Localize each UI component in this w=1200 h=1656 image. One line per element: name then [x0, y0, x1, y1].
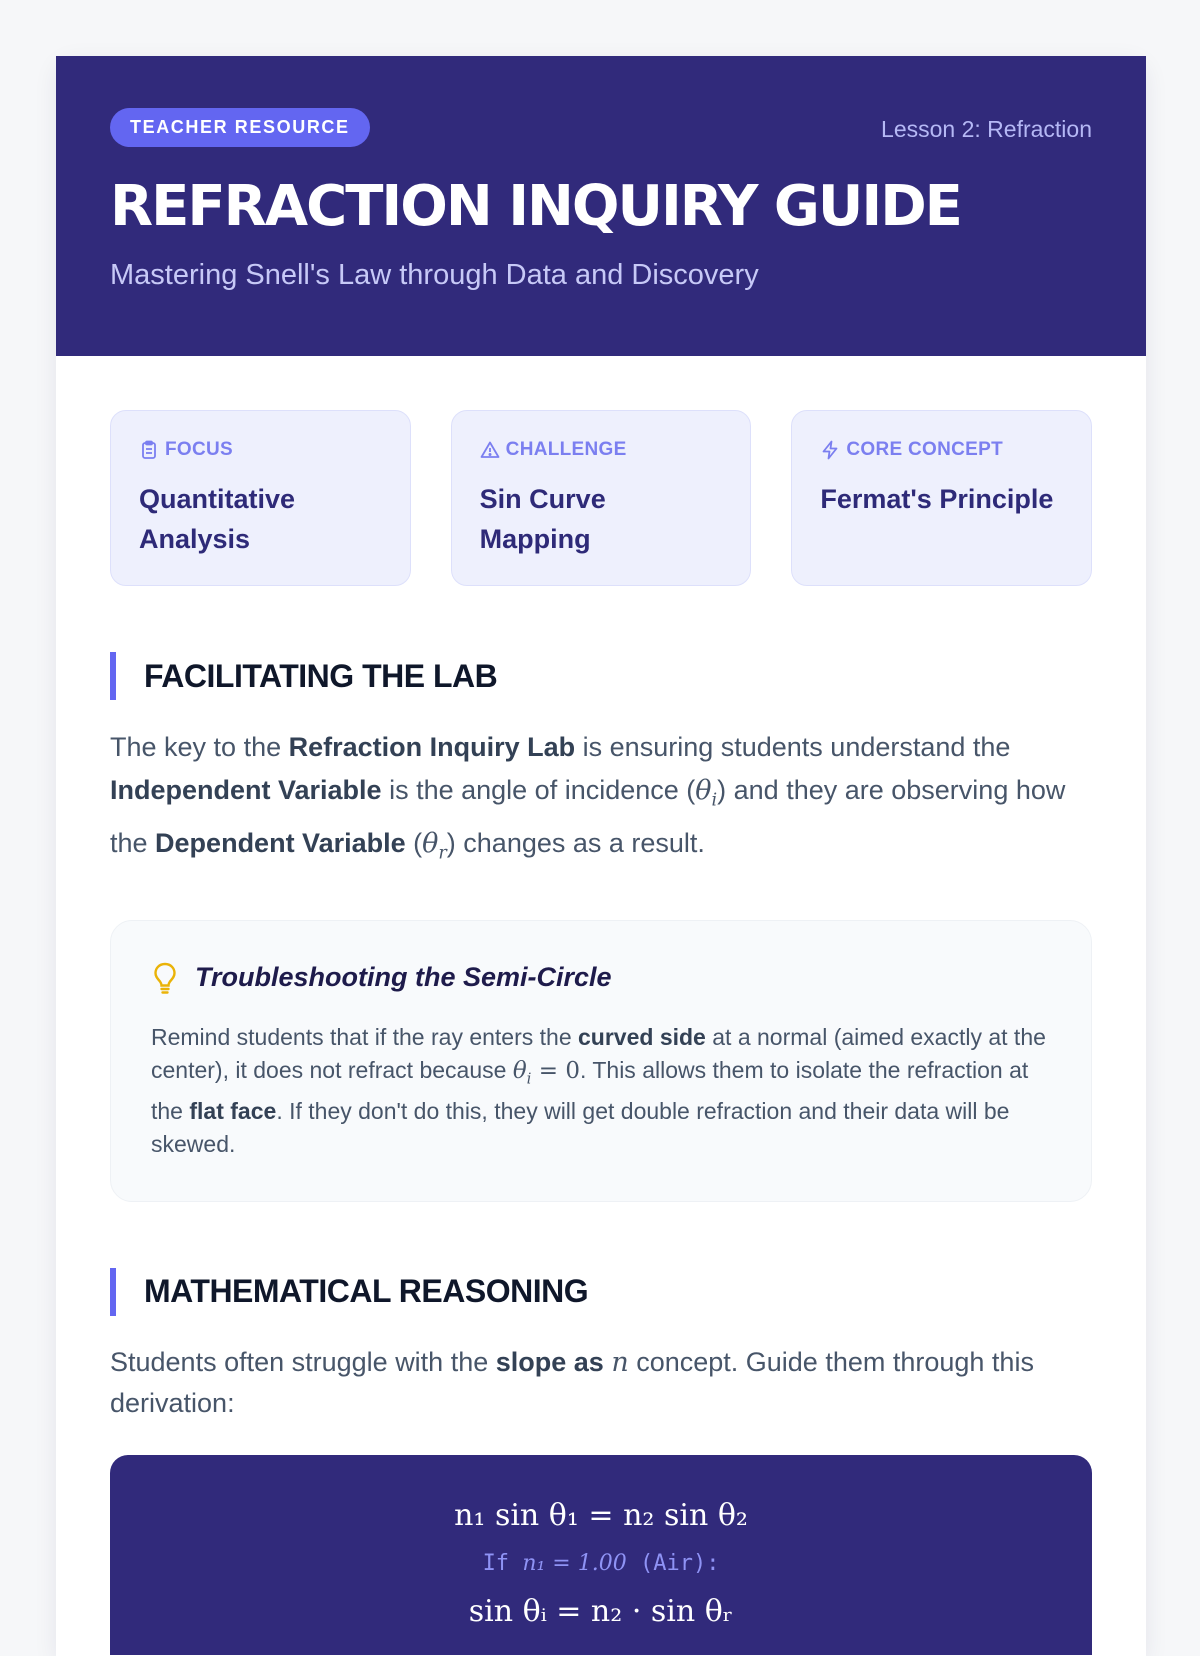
clipboard-icon	[139, 440, 159, 460]
teacher-resource-badge: TEACHER RESOURCE	[110, 108, 370, 147]
tile-focus-value: Quantitative Analysis	[139, 484, 296, 554]
snells-law-equation: n₁ sin θ₁ = n₂ sin θ₂	[454, 1497, 748, 1533]
lightning-icon	[820, 440, 840, 460]
tile-challenge-value: Sin Curve Mapping	[479, 484, 606, 554]
tile-focus-label: FOCUS	[165, 439, 233, 460]
tile-core-concept	[791, 410, 1092, 586]
math-paragraph: Students often struggle with the slope as n concept. Guide them through this derivation:	[110, 1346, 1034, 1418]
tile-challenge	[451, 410, 752, 586]
tile-focus	[110, 410, 411, 586]
page-subtitle: Mastering Snell's Law through Data and Discovery	[110, 259, 759, 292]
guide-card	[56, 56, 1146, 1656]
callout-body: Remind students that if the ray enters the curved side at a normal (aimed exactly at the center), it does not refract because $\theta_i = 0$. This allows them to isolate the refraction at the flat face. If they don't do this, they will get double refraction and their data will be skewed.	[151, 1023, 1046, 1158]
section-accent-bar	[110, 1268, 116, 1316]
callout-title: Troubleshooting the Semi-Circle	[195, 962, 612, 993]
troubleshooting-callout	[110, 920, 1092, 1202]
section-title: FACILITATING THE LAB	[144, 657, 498, 694]
derivation-box	[110, 1455, 1092, 1655]
page-title: REFRACTION INQUIRY GUIDE	[110, 174, 961, 239]
lightbulb-icon	[151, 961, 179, 995]
warning-icon	[480, 440, 500, 460]
section-title: MATHEMATICAL REASONING	[144, 1273, 589, 1310]
simplified-equation: sin θᵢ = n₂ · sin θᵣ	[468, 1593, 734, 1629]
section-facilitating-lab	[110, 652, 1092, 700]
summary-tiles	[110, 410, 1092, 586]
content	[56, 356, 1146, 1655]
section-accent-bar	[110, 652, 116, 700]
tile-challenge-label: CHALLENGE	[505, 439, 627, 460]
lesson-label: Lesson 2: Refraction	[881, 116, 1092, 142]
tile-core-concept-label: CORE CONCEPT	[846, 439, 1004, 460]
lab-paragraph: The key to the Refraction Inquiry Lab is ensuring students understand the Independent Variable is the angle of incidence $(\theta_i)$ and they are observing how the Dependent Variable $(\theta_r)$ changes as a result.	[110, 732, 1066, 864]
tile-core-concept-value: Fermat's Principle	[820, 484, 1054, 514]
header	[56, 56, 1146, 356]
section-mathematical-reasoning	[110, 1268, 1092, 1316]
air-assumption-note: If n₁ = 1.00 (Air):	[482, 1550, 720, 1576]
